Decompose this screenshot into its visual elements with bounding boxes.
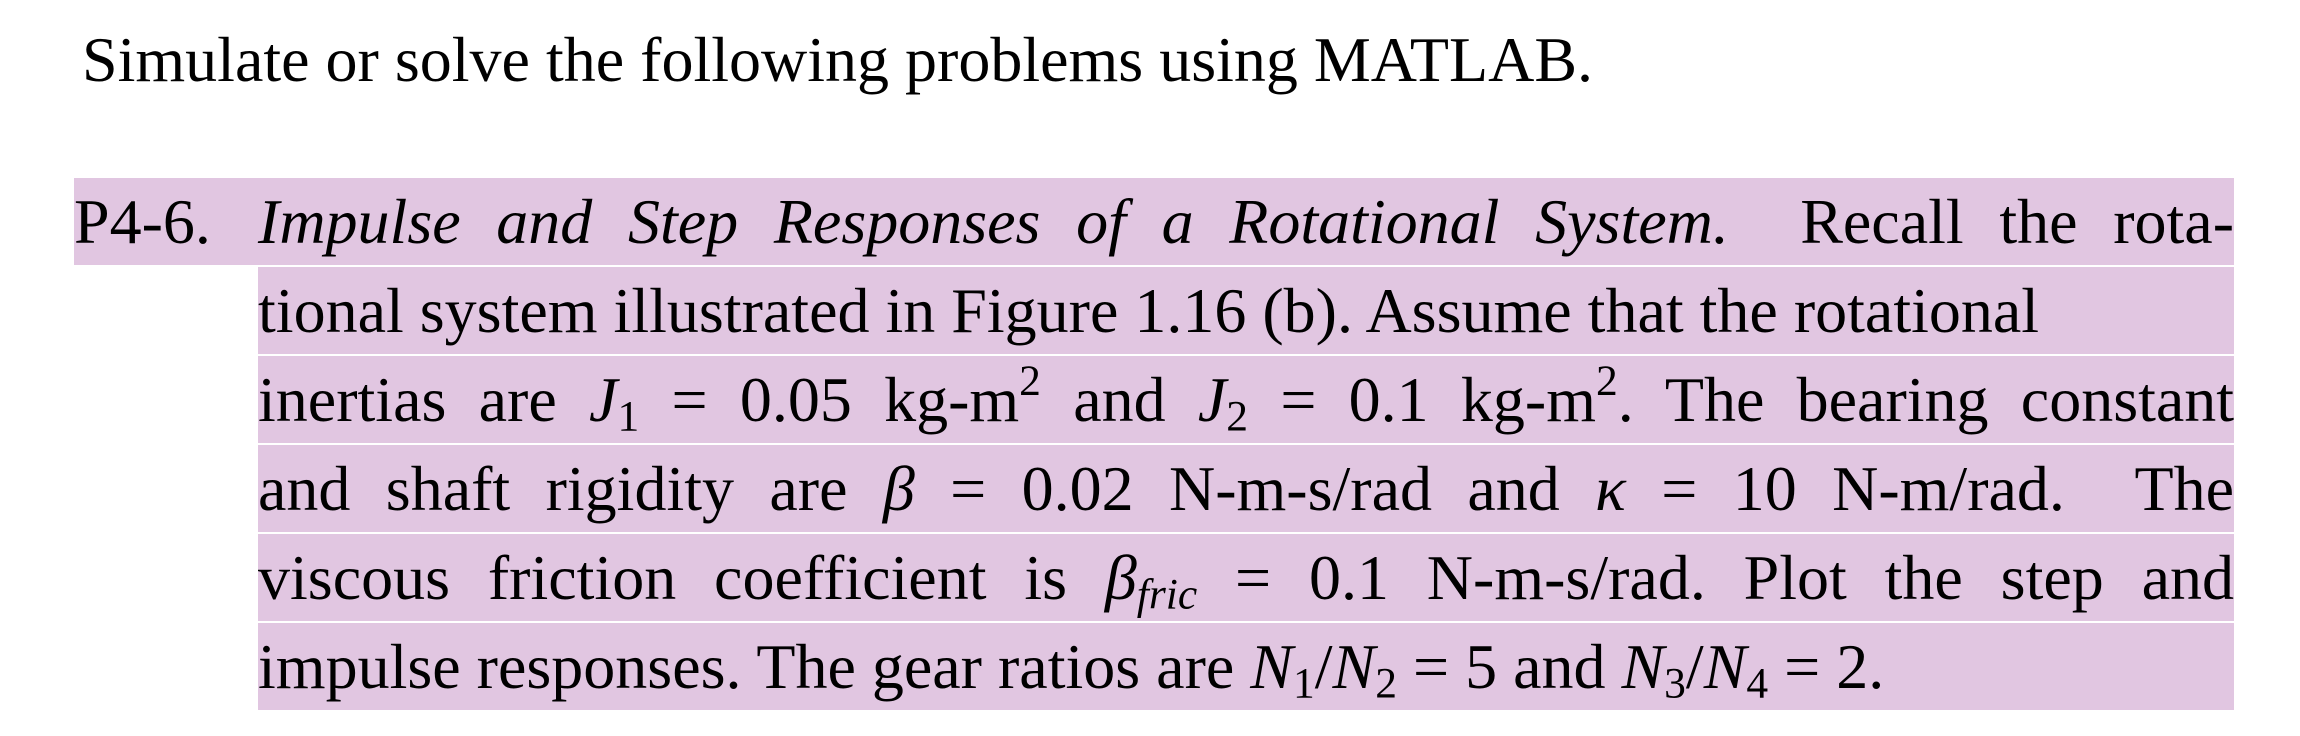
- problem-line-1-tail: Recall the rota-: [1800, 186, 2235, 257]
- j2-unit-exponent: 2: [1596, 356, 1618, 405]
- symbol-j1-subscript: 1: [617, 392, 640, 441]
- symbol-j2: J: [1197, 364, 1227, 435]
- ratio-slash-1: /: [1314, 631, 1333, 702]
- symbol-n4: N: [1703, 631, 1747, 702]
- ratio-2-value: = 2.: [1784, 631, 1885, 702]
- j1-value: = 0.05 kg-m: [671, 364, 1020, 435]
- problem-label: P4-6.: [74, 186, 211, 257]
- line-3-text-b: and: [1073, 364, 1166, 435]
- problem-line-1: [74, 178, 2234, 265]
- problem-line-6: [258, 623, 2234, 710]
- symbol-j1: J: [589, 364, 618, 435]
- problem-line-2: [258, 267, 2234, 354]
- problem-line-2-text: tional system illustrated in Figure 1.16 (b). Assume that the rotational: [258, 275, 2040, 346]
- line-3-text-c: . The bearing constant: [1617, 364, 2235, 435]
- symbol-n3: N: [1621, 631, 1665, 702]
- j1-unit-exponent: 2: [1019, 356, 1041, 405]
- symbol-beta-fric-subscript: fric: [1136, 570, 1198, 619]
- symbol-n1-subscript: 1: [1292, 659, 1315, 708]
- symbol-beta-fric: β: [1104, 542, 1137, 613]
- line-6-text-a: impulse responses. The gear ratios are: [258, 631, 1235, 702]
- problem-line-3: [258, 356, 2234, 443]
- symbol-n2-subscript: 2: [1375, 659, 1397, 708]
- line-3-text-a: inertias are: [258, 364, 557, 435]
- intro-text: Simulate or solve the following problems using MATLAB.: [82, 24, 1593, 95]
- line-4-text-a: and shaft rigidity are: [258, 453, 848, 524]
- symbol-j2-subscript: 2: [1226, 392, 1249, 441]
- line-4-text-c: The: [2134, 453, 2234, 524]
- line-5-text-a: viscous friction coefficient is: [258, 542, 1068, 613]
- symbol-n3-subscript: 3: [1664, 659, 1686, 708]
- symbol-n1: N: [1250, 631, 1293, 702]
- j2-value: = 0.1 kg-m: [1280, 364, 1597, 435]
- ratio-slash-2: /: [1685, 631, 1704, 702]
- kappa-value: = 10 N-m/rad.: [1661, 453, 2065, 524]
- ratio-1-value: = 5 and: [1412, 631, 1606, 702]
- line-5-text-b: = 0.1 N-m-s/rad. Plot the step and: [1235, 542, 2235, 613]
- symbol-n4-subscript: 4: [1746, 659, 1769, 708]
- beta-value: = 0.02 N-m-s/rad and: [950, 453, 1560, 524]
- problem-line-4: [258, 445, 2234, 532]
- symbol-n2: N: [1332, 631, 1376, 702]
- problem-line-5: [258, 534, 2234, 621]
- symbol-kappa: κ: [1595, 453, 1626, 524]
- symbol-beta: β: [882, 453, 915, 524]
- problem-title: Impulse and Step Responses of a Rotational System.: [258, 186, 1729, 257]
